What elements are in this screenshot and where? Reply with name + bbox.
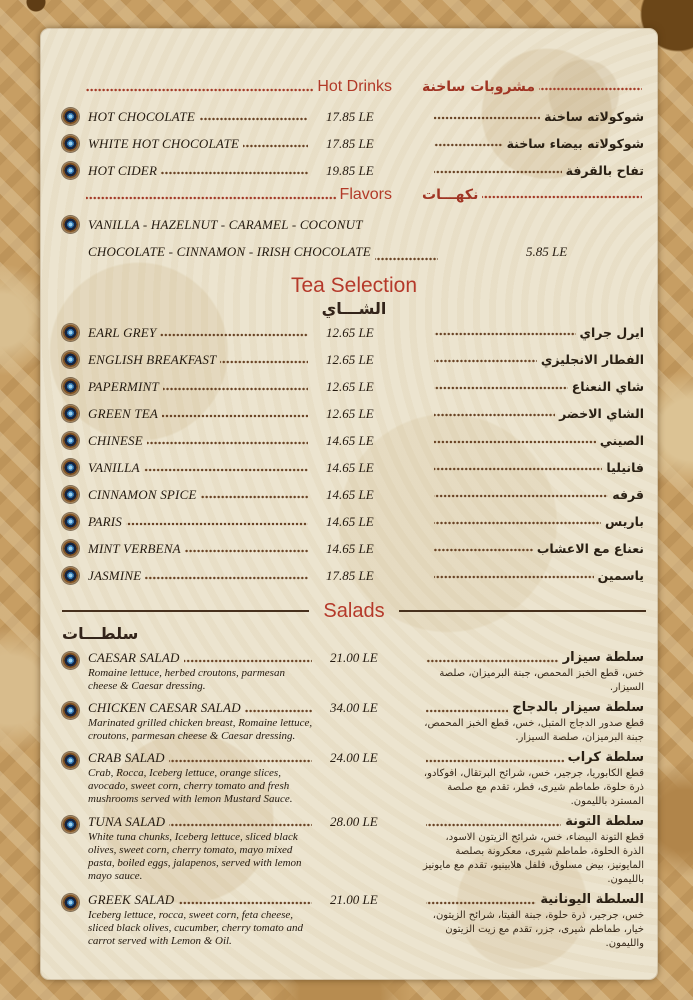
menu-item-row (62, 814, 646, 887)
item-ar-zone (422, 814, 644, 887)
dotted-leader (426, 759, 564, 763)
item-price: 21.00 LE (330, 650, 378, 665)
item-en-zone (88, 433, 312, 449)
item-ar-zone (422, 750, 644, 809)
brand-seal-icon (62, 351, 79, 368)
item-price: 12.65 LE (326, 351, 374, 367)
item-name-ar: فانيليا (606, 460, 644, 475)
menu-item-row (62, 892, 646, 951)
item-name-en: HOT CHOCOLATE (88, 108, 195, 124)
brand-seal-icon (62, 378, 79, 395)
dotted-leader (145, 576, 308, 580)
item-ar-zone (430, 487, 644, 502)
item-en-zone (88, 379, 312, 395)
item-ar-zone (430, 541, 644, 556)
dotted-leader (426, 901, 536, 905)
item-ar-zone (422, 892, 644, 951)
brand-seal-icon (62, 108, 79, 125)
dotted-leader (86, 196, 336, 200)
item-name-ar: سلطة سيزار بالدجاج (512, 700, 644, 715)
item-name-ar: شاي النعناع (571, 379, 644, 394)
item-name-ar: الفطار الانجليزي (540, 352, 644, 367)
dotted-leader (126, 522, 308, 526)
item-price: 34.00 LE (330, 700, 378, 715)
item-en-zone (88, 487, 312, 503)
dotted-leader (434, 440, 596, 444)
item-description-ar: قطع التونة البيضاء، خس، شرائح الزيتون الاسود، الذرة الحلوة، طماطم شيرى، معكرونة بصلصة المايونيز، بيض مسلوق، فلفل هلابينيو، تقدم مع مايونيز بالليمون. (422, 832, 644, 885)
brand-seal-icon (62, 894, 79, 911)
item-ar-zone (422, 700, 644, 745)
item-description-en: White tuna chunks, Iceberg lettuce, sliced black olives, sweet corn, cherry tomato, mayo mixed pasta, boiled eggs, jalapenos, served with lemon mayo sauce. (88, 831, 302, 882)
item-description-ar: خس، قطع الخبز المحمص، جبنة البرميزان، صلصة السيزار. (439, 668, 644, 693)
item-price: 19.85 LE (326, 162, 374, 178)
divider-line (62, 610, 309, 612)
dotted-leader (434, 494, 608, 498)
menu-item-row (62, 650, 646, 695)
item-name-ar: شوكولاته بيضاء ساخنة (506, 136, 644, 151)
brand-seal-icon (62, 567, 79, 584)
item-name-en: GREEK SALAD (88, 892, 175, 907)
item-name-en: PARIS (88, 513, 122, 529)
item-ar-zone (430, 325, 644, 340)
dotted-leader (162, 414, 308, 418)
item-name-en: CINNAMON SPICE (88, 486, 197, 502)
item-name-en: HOT CIDER (88, 162, 158, 178)
dotted-leader (220, 360, 308, 364)
brand-seal-icon (62, 513, 79, 530)
section-header-hot-drinks (62, 78, 646, 98)
flavors-title-en: Flavors (339, 186, 392, 203)
item-name-en: PAPERMINT (88, 378, 159, 394)
hot-drinks-items (62, 103, 646, 184)
dotted-leader (434, 575, 594, 579)
item-price: 28.00 LE (330, 814, 378, 829)
brand-seal-icon (62, 324, 79, 341)
item-price: 17.85 LE (326, 108, 374, 124)
item-name-ar: ياسمين (597, 568, 644, 583)
menu-item-row (62, 319, 646, 346)
item-price: 14.65 LE (326, 540, 374, 556)
item-ar-zone (430, 379, 644, 394)
dotted-leader (184, 659, 312, 663)
hot-drinks-title-en-zone (62, 78, 392, 96)
salads-title-en: Salads (323, 600, 385, 622)
item-price: 14.65 LE (326, 432, 374, 448)
menu-item-row (62, 750, 646, 809)
item-name-ar: الصيني (599, 433, 644, 448)
dotted-leader (434, 467, 602, 471)
menu-item-row (62, 454, 646, 481)
tea-title-en: Tea Selection (290, 274, 418, 297)
flavors-title-ar-zone (422, 187, 646, 203)
section-header-flavors (62, 186, 646, 206)
dotted-leader (426, 659, 559, 663)
brand-seal-icon (62, 162, 79, 179)
item-en-zone (88, 892, 316, 948)
menu-item-row (62, 373, 646, 400)
menu-item-row (62, 562, 646, 589)
salads-title-ar: سلطـــات (62, 624, 139, 643)
item-en-zone (88, 700, 316, 743)
item-name-en: CHINESE (88, 432, 143, 448)
brand-seal-icon (62, 652, 79, 669)
item-ar-zone (422, 650, 644, 695)
dotted-leader (243, 144, 308, 148)
item-description-en: Romaine lettuce, herbed croutons, parmesan cheese & Caesar dressing. (88, 667, 285, 692)
dotted-leader (426, 823, 561, 827)
dotted-leader (375, 257, 438, 261)
hot-drinks-title-ar-zone (422, 79, 646, 95)
item-name-en: EARL GREY (88, 324, 157, 340)
flavors-title-en-zone (62, 186, 392, 204)
brand-seal-icon (62, 702, 79, 719)
item-en-zone (88, 814, 316, 883)
item-description-en: Marinated grilled chicken breast, Romaine lettuce, croutons, parmesan cheese & Caesar dressing. (88, 717, 313, 742)
hot-drinks-title-en: Hot Drinks (317, 78, 392, 95)
flavors-line-1 (62, 211, 646, 238)
item-name-ar: سلطة التونة (565, 814, 644, 829)
item-description-ar: خس، جرجير، ذرة حلوة، جبنة الفيتا، شرائح الزيتون، خيار، طماطم شيرى، جزر، تقدم مع زيت الزيتون والليمون. (432, 910, 644, 949)
section-header-tea (62, 274, 646, 319)
hot-drinks-title-ar: مشروبات ساخنة (422, 79, 536, 95)
item-en-zone (88, 136, 312, 152)
item-name-en: GREEN TEA (88, 405, 159, 421)
item-en-zone (88, 750, 316, 806)
item-en-zone (88, 163, 312, 179)
item-ar-zone (430, 568, 644, 583)
item-description-ar: قطع صدور الدجاج المتبل، خس، قطع الخبز المحمص، جبنة البرميزان، صلصة السيزار. (424, 718, 644, 743)
item-price: 14.65 LE (326, 486, 374, 502)
item-price: 14.65 LE (326, 513, 374, 529)
item-ar-zone (430, 136, 644, 151)
item-description-ar: قطع الكابوريا، جرجير، خس، شرائح البرتقال، افوكادو، ذرة حلوة، طماطم شيرى، فطر، تقدم مع صلصة المسترد بالليمون. (423, 768, 644, 807)
menu-item-row (62, 700, 646, 745)
item-name-en: CHICKEN CAESAR SALAD (88, 700, 241, 715)
flavors-title-ar: نكهـــات (422, 187, 479, 203)
item-name-ar: تفاح بالقرفة (565, 163, 644, 178)
flavors-list-2: CHOCOLATE - CINNAMON - IRISH CHOCOLATE (88, 243, 371, 259)
dotted-leader (178, 901, 312, 905)
item-name-ar: قرفه (612, 487, 644, 502)
item-en-zone (88, 650, 316, 693)
item-ar-zone (430, 163, 644, 178)
item-ar-zone (430, 109, 644, 124)
menu-item-row (62, 535, 646, 562)
item-price: 12.65 LE (326, 324, 374, 340)
item-ar-zone (430, 406, 644, 421)
flavors-price: 5.85 LE (526, 243, 568, 259)
item-name-en: CAESAR SALAD (88, 650, 180, 665)
item-price: 24.00 LE (330, 750, 378, 765)
menu-item-row (62, 346, 646, 373)
dotted-leader (434, 413, 555, 417)
item-description-en: Crab, Rocca, Iceberg lettuce, orange slices, avocado, sweet corn, cherry tomato and fresh mushrooms served with lemon Mustard Sauce. (88, 767, 293, 805)
dotted-leader (169, 759, 312, 763)
item-name-ar: نعناع مع الاعشاب (536, 541, 644, 556)
divider-line (399, 610, 646, 612)
brand-seal-icon (62, 432, 79, 449)
dotted-leader (199, 117, 308, 121)
dotted-leader (160, 333, 308, 337)
dotted-leader (434, 170, 562, 174)
menu-item-row (62, 157, 646, 184)
brand-seal-icon (62, 216, 79, 233)
brand-seal-icon (62, 816, 79, 833)
item-price: 12.65 LE (326, 378, 374, 394)
dotted-leader (434, 386, 568, 390)
dotted-leader (201, 495, 308, 499)
dotted-leader (245, 709, 312, 713)
brand-seal-icon (62, 405, 79, 422)
menu-item-row (62, 130, 646, 157)
dotted-leader (185, 549, 308, 553)
dotted-leader (539, 87, 642, 91)
dotted-leader (434, 521, 601, 525)
item-en-zone (88, 406, 312, 422)
dotted-leader (426, 709, 508, 713)
item-ar-zone (430, 433, 644, 448)
item-name-ar: باريس (605, 514, 644, 529)
item-name-ar: السلطة اليونانية (540, 892, 644, 907)
item-en-zone (88, 460, 312, 476)
brand-seal-icon (62, 135, 79, 152)
menu-item-row (62, 508, 646, 535)
item-en-zone (88, 568, 312, 584)
item-en-zone (88, 109, 312, 125)
item-en-zone (88, 514, 312, 530)
salads-items (62, 650, 646, 951)
flavors-line-2 (62, 238, 646, 265)
menu-paper (40, 28, 658, 980)
item-ar-zone (430, 460, 644, 475)
item-ar-zone (430, 352, 644, 367)
dotted-leader (434, 332, 576, 336)
brand-seal-icon (62, 459, 79, 476)
item-description-en: Iceberg lettuce, rocca, sweet corn, feta cheese, sliced black olives, cucumber, cherry tomato and carrot served with Lemon & Oil. (88, 909, 304, 947)
brand-seal-icon (62, 486, 79, 503)
item-name-ar: سلطة كراب (567, 750, 644, 765)
dotted-leader (86, 88, 313, 92)
dotted-leader (434, 548, 533, 552)
dotted-leader (434, 359, 537, 363)
item-name-en: MINT VERBENA (88, 540, 181, 556)
dotted-leader (163, 387, 308, 391)
brand-seal-icon (62, 752, 79, 769)
dotted-leader (482, 195, 642, 199)
item-price: 14.65 LE (326, 459, 374, 475)
flavors-list-1: VANILLA - HAZELNUT - CARAMEL - COCONUT (88, 216, 363, 232)
item-name-en: VANILLA (88, 459, 140, 475)
dotted-leader (144, 468, 308, 472)
tea-items (62, 319, 646, 589)
item-en-zone (88, 541, 312, 557)
item-ar-zone (430, 514, 644, 529)
item-en-zone (88, 325, 312, 341)
section-header-salads (62, 599, 646, 623)
menu-item-row (62, 481, 646, 508)
item-name-en: JASMINE (88, 567, 142, 583)
item-name-ar: سلطة سيزار (562, 650, 644, 665)
item-name-ar: ايرل جراي (579, 325, 644, 340)
item-name-ar: الشاي الاخضر (559, 406, 644, 421)
dotted-leader (434, 143, 503, 147)
tea-title-ar: الشـــاي (321, 299, 387, 318)
item-name-en: ENGLISH BREAKFAST (88, 351, 217, 367)
item-price: 21.00 LE (330, 892, 378, 907)
brand-seal-icon (62, 540, 79, 557)
dotted-leader (147, 441, 308, 445)
item-name-ar: شوكولاته ساخنة (544, 109, 644, 124)
item-en-zone (88, 352, 312, 368)
dotted-leader (169, 823, 312, 827)
menu-item-row (62, 400, 646, 427)
menu-item-row (62, 427, 646, 454)
menu-item-row (62, 103, 646, 130)
item-name-en: WHITE HOT CHOCOLATE (88, 135, 240, 151)
item-name-en: TUNA SALAD (88, 814, 166, 829)
dotted-leader (161, 171, 308, 175)
item-price: 17.85 LE (326, 567, 374, 583)
item-price: 17.85 LE (326, 135, 374, 151)
item-name-en: CRAB SALAD (88, 750, 165, 765)
dotted-leader (434, 116, 540, 120)
item-price: 12.65 LE (326, 405, 374, 421)
